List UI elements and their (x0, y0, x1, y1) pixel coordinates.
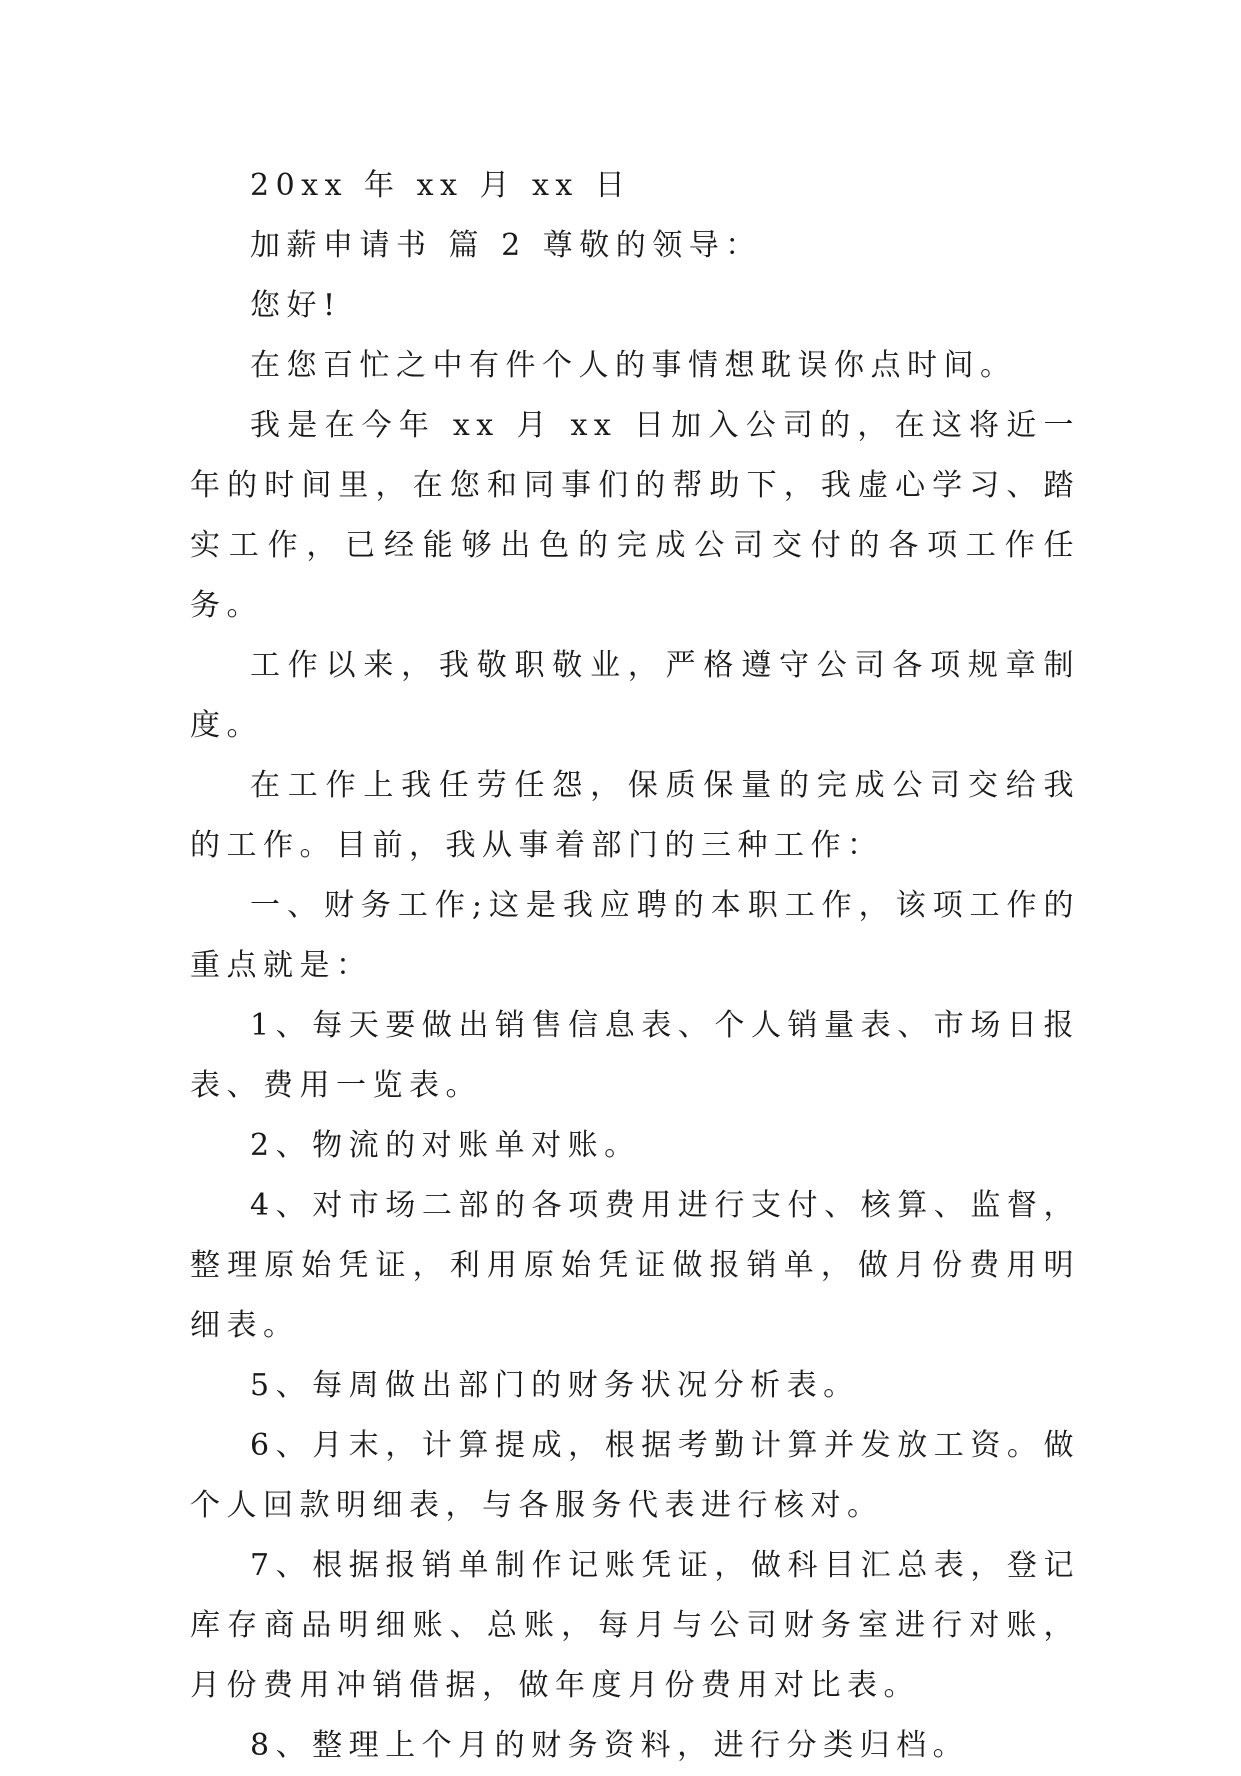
date-line: 20xx 年 xx 月 xx 日 (250, 168, 632, 203)
list-item-paragraph: 7、根据报销单制作记账凭证，做科目汇总表，登记库存商品明细账、总账，每月与公司财务室进行对账，月份费用冲销借据，做年度月份费用对比表。 (190, 1548, 1080, 1703)
body-paragraph: 在工作上我任劳任怨，保质保量的完成公司交给我的工作。目前，我从事着部门的三种工作： (190, 768, 1080, 863)
document-body (190, 156, 1080, 1776)
body-paragraph: 工作以来，我敬职敬业，严格遵守公司各项规章制度。 (190, 648, 1080, 743)
list-item-paragraph: 4、对市场二部的各项费用进行支付、核算、监督，整理原始凭证，利用原始凭证做报销单，做月份费用明细表。 (190, 1188, 1080, 1343)
list-item-paragraph: 8、整理上个月的财务资料，进行分类归档。 (250, 1728, 970, 1763)
list-item-paragraph: 5、每周做出部门的财务状况分析表。 (250, 1368, 860, 1403)
title-salutation-line: 加薪申请书 篇 2 尊敬的领导： (250, 228, 762, 263)
section-heading-paragraph: 一、财务工作;这是我应聘的本职工作，该项工作的重点就是： (190, 888, 1080, 983)
body-paragraph: 在您百忙之中有件个人的事情想耽误你点时间。 (250, 348, 1017, 383)
list-item-paragraph: 6、月末，计算提成，根据考勤计算并发放工资。做个人回款明细表，与各服务代表进行核对。 (190, 1428, 1080, 1523)
body-paragraph: 我是在今年 xx 月 xx 日加入公司的，在这将近一年的时间里，在您和同事们的帮助下，我虚心学习、踏实工作，已经能够出色的完成公司交付的各项工作任务。 (190, 408, 1080, 623)
list-item-paragraph: 2、物流的对账单对账。 (250, 1128, 641, 1163)
list-item-paragraph: 1、每天要做出销售信息表、个人销量表、市场日报表、费用一览表。 (190, 1008, 1080, 1103)
greeting-paragraph: 您好! (250, 288, 342, 323)
